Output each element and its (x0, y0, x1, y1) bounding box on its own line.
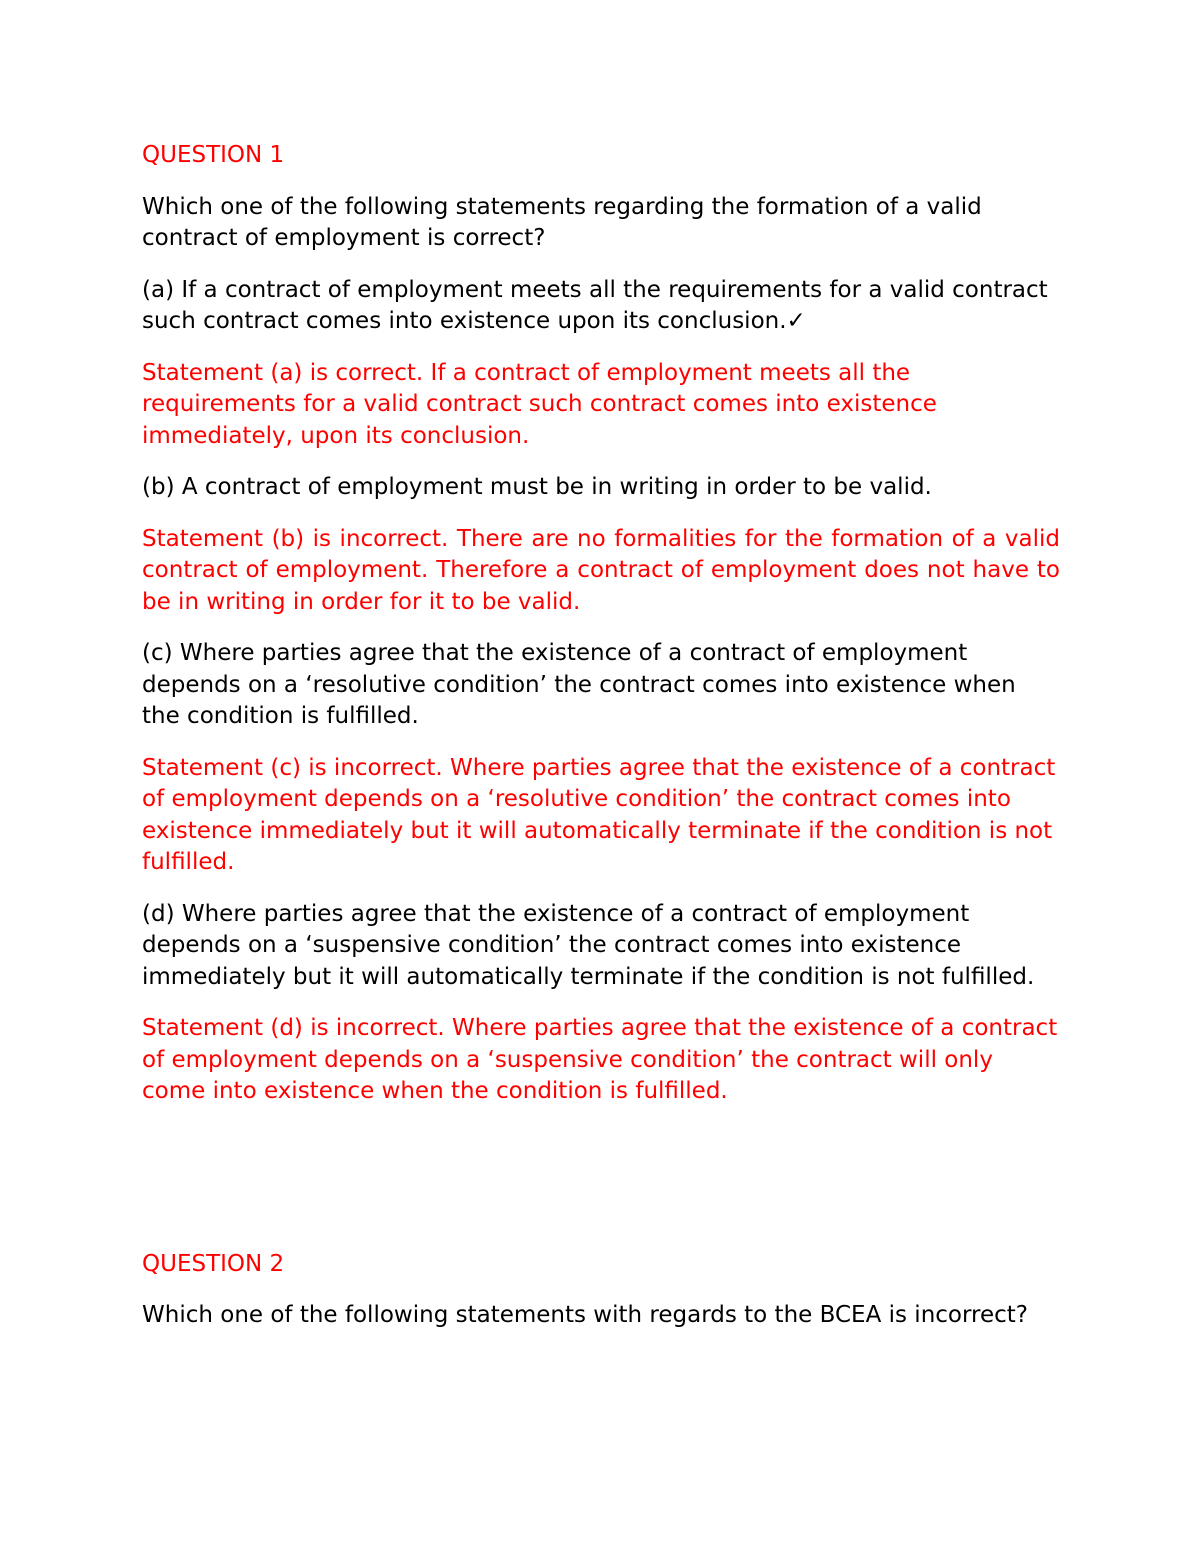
question-2-text: Which one of the following statements with regards to the BCEA is incorrect? (142, 1302, 1029, 1328)
option-c: (c) Where parties agree that the existence of a contract of employment depends on a ‘resolutive condition’ the contract comes into existence when the condition is fulfilled. (142, 640, 1016, 729)
question-2-heading: QUESTION 2 (142, 1250, 285, 1277)
section-spacer (142, 1128, 1060, 1249)
answer-d: Statement (d) is incorrect. Where parties agree that the existence of a contract of employment depends on a ‘suspensive condition’ the contract will only come into existence when the condition is fulfilled. (142, 1015, 1058, 1104)
option-b: (b) A contract of employment must be in writing in order to be valid. (142, 474, 932, 500)
question-1-heading: QUESTION 1 (142, 142, 285, 168)
answer-b: Statement (b) is incorrect. There are no formalities for the formation of a valid contract of employment. Therefore a contract of employment does not have to be in writing in order for it to be valid. (142, 525, 1060, 615)
option-a: (a) If a contract of employment meets all the requirements for a valid contract such contract comes into existence upon its conclusion.✓ (142, 276, 1048, 334)
question-1-text: Which one of the following statements regarding the formation of a valid contract of employment is correct? (142, 193, 982, 251)
answer-a: Statement (a) is correct. If a contract of employment meets all the requirements for a valid contract such contract comes into existence immediately, upon its conclusion. (142, 359, 937, 449)
option-d: (d) Where parties agree that the existence of a contract of employment depends on a ‘suspensive condition’ the contract comes into existence immediately but it will automatically terminate if the condition is not fulfilled. (142, 900, 1035, 990)
document-body (142, 140, 1060, 1352)
answer-c: Statement (c) is incorrect. Where parties agree that the existence of a contract of employment depends on a ‘resolutive condition’ the contract comes into existence immediately but it will automatically terminate if the condition is not fulfilled. (142, 754, 1056, 875)
